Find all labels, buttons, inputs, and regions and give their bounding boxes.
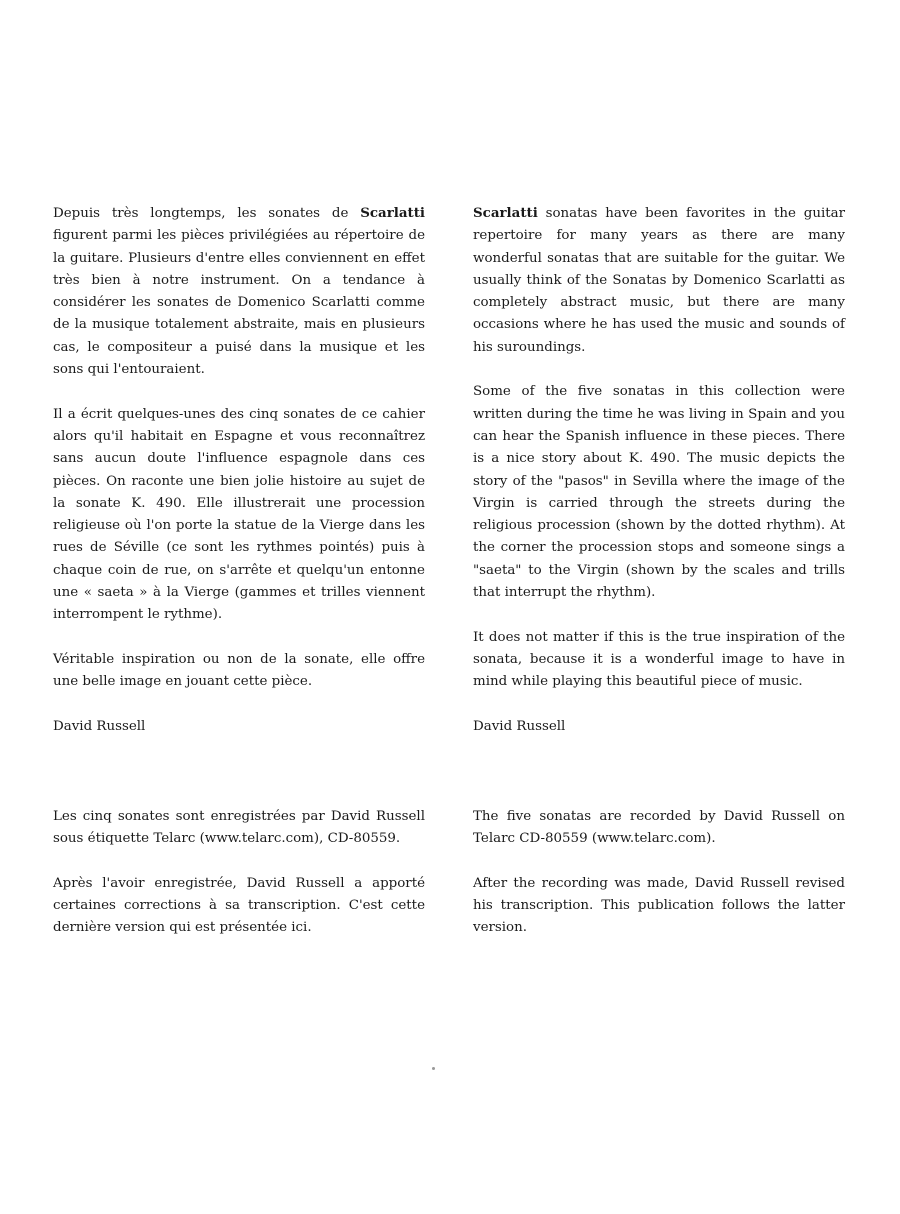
english-signature: David Russell <box>473 719 566 734</box>
english-note-revision: After the recording was made, David Russell revised his transcription. This publication follows the latter version. <box>473 875 845 936</box>
french-p1-intro: Depuis très longtemps, les sonates de <box>53 206 361 221</box>
french-paragraph-2: Il a écrit quelques-unes des cinq sonates de ce cahier alors qu'il habitait en Espagne et vous reconnaîtrez sans aucun doute l'influence espagnole dans ces pièces. On raconte une bien jolie histoire au sujet de la sonate K. 490. Elle illustrerait une procession religieuse où l'on porte la statue de la Vierge dans les rues de Séville (ce sont les rythmes pointés) puis à chaque coin de rue, on s'arrête et quelqu'un entonne une « saeta » à la Vierge (gammes et trilles viennent interrompent le rythme). <box>53 406 425 623</box>
english-p1-composer: Scarlatti <box>473 205 538 221</box>
french-notes <box>53 806 425 940</box>
english-notes <box>473 806 845 940</box>
french-note-recording: Les cinq sonates sont enregistrées par David Russell sous étiquette Telarc (www.telarc.com), CD-80559. <box>53 809 425 847</box>
french-column <box>53 202 425 694</box>
english-paragraph-1 <box>473 202 845 359</box>
english-paragraph-2: Some of the five sonatas in this collection were written during the time he was living in Spain and you can hear the Spanish influence in these pieces. There is a nice story about K. 490. The music depicts the story of the "pasos" in Sevilla where the image of the Virgin is carried through the streets during the religious procession (shown by the dotted rhythm). At the corner the procession stops and someone sings a "saeta" to the Virgin (shown by the scales and trills that interrupt the rhythm). <box>473 384 845 601</box>
french-paragraph-3: Véritable inspiration ou non de la sonate, elle offre une belle image en jouant cette pièce. <box>53 651 425 690</box>
page-speck <box>432 1067 435 1070</box>
french-note-revision: Après l'avoir enregistrée, David Russell a apporté certaines corrections à sa transcription. C'est cette dernière version qui est présentée ici. <box>53 875 425 936</box>
french-signature: David Russell <box>53 719 146 734</box>
english-p1-body: sonatas have been favorites in the guitar repertoire for many years as there are many wonderful sonatas that are suitable for the guitar. We usually think of the Sonatas by Domenico Scarlatti as completely abstract music, but there are many occasions where he has used the music and sounds of his suroundings. <box>473 206 845 355</box>
english-paragraph-3: It does not matter if this is the true inspiration of the sonata, because it is a wonderful image to have in mind while playing this beautiful piece of music. <box>473 629 845 690</box>
french-paragraph-1 <box>53 202 425 381</box>
french-p1-composer: Scarlatti <box>360 205 425 221</box>
english-column <box>473 202 845 694</box>
french-p1-body: figurent parmi les pièces privilégiées au répertoire de la guitare. Plusieurs d'entre elles conviennent en effet très bien à notre instrument. On a tendance à considérer les sonates de Domenico Scarlatti comme de la musique totalement abstraite, mais en plusieurs cas, le compositeur a puisé dans la musique et les sons qui l'entouraient. <box>53 228 425 378</box>
english-note-recording: The five sonatas are recorded by David Russell on Telarc CD-80559 (www.telarc.com). <box>473 809 845 847</box>
